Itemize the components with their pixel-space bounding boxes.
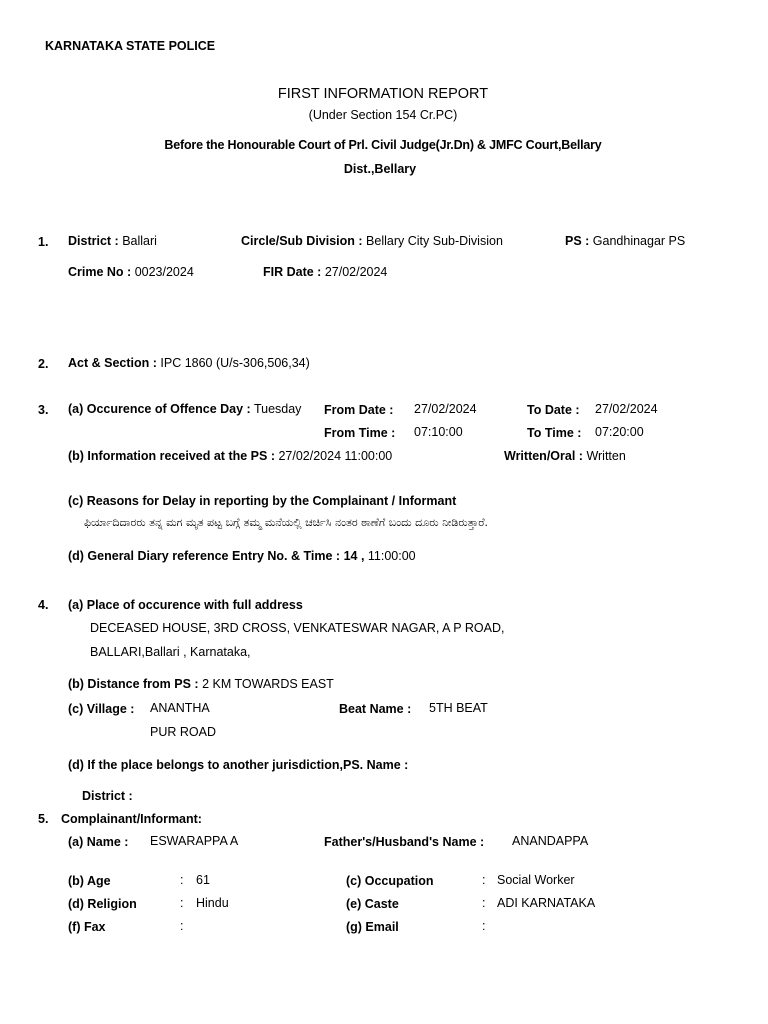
jurisdiction-label: (d) If the place belongs to another jurisdiction,PS. Name : <box>68 758 409 772</box>
crime-no-label: Crime No : <box>68 265 132 279</box>
section-5-number: 5. <box>38 812 49 826</box>
village-line-1: ANANTHA <box>150 701 210 715</box>
from-date-label: From Date : <box>324 403 394 417</box>
complainant-name-value: ESWARAPPA A <box>150 834 239 848</box>
address-line-1: DECEASED HOUSE, 3RD CROSS, VENKATESWAR NAGAR, A P ROAD, <box>90 621 505 635</box>
general-diary-label: (d) General Diary reference Entry No. & Time : <box>68 549 341 563</box>
village-line-2: PUR ROAD <box>150 725 216 739</box>
org-name: KARNATAKA STATE POLICE <box>45 39 216 53</box>
ps-label: PS : <box>565 234 590 248</box>
written-oral-value: Written <box>586 449 626 463</box>
court-line-1: Before the Honourable Court of Prl. Civil Judge(Jr.Dn) & JMFC Court,Bellary <box>164 138 602 152</box>
to-time-value: 07:20:00 <box>595 425 644 439</box>
to-date-value: 27/02/2024 <box>595 402 658 416</box>
distance-label: (b) Distance from PS : <box>68 677 199 691</box>
address-line-2: BALLARI,Ballari , Karnataka, <box>90 645 251 659</box>
jurisdiction-district-label: District : <box>82 789 133 803</box>
act-section-row <box>68 355 310 371</box>
complainant-title: Complainant/Informant: <box>61 812 202 826</box>
delay-reason-label: (c) Reasons for Delay in reporting by the Complainant / Informant <box>68 494 457 508</box>
caste-colon: : <box>482 896 486 910</box>
caste-value: ADI KARNATAKA <box>497 896 596 910</box>
section-3-number: 3. <box>38 403 49 417</box>
village-label: (c) Village : <box>68 702 135 716</box>
to-date-label: To Date : <box>527 403 580 417</box>
complainant-name-label: (a) Name : <box>68 835 129 849</box>
offence-day-label: (a) Occurence of Offence Day : <box>68 402 251 416</box>
place-label: (a) Place of occurence with full address <box>68 598 303 612</box>
court-line-2: Dist.,Bellary <box>343 162 417 176</box>
circle-value: Bellary City Sub-Division <box>366 234 503 248</box>
email-label: (g) Email <box>346 920 399 934</box>
from-time-label: From Time : <box>324 426 396 440</box>
act-section-value: IPC 1860 (U/s-306,506,34) <box>160 356 310 370</box>
general-diary-row <box>68 548 416 564</box>
section-2-number: 2. <box>38 357 49 371</box>
district-value: Ballari <box>122 234 157 248</box>
email-colon: : <box>482 919 486 933</box>
father-name-value: ANANDAPPA <box>512 834 589 848</box>
fax-colon: : <box>180 919 184 933</box>
crime-no-value: 0023/2024 <box>134 265 194 279</box>
written-oral-row <box>504 448 626 464</box>
circle-label: Circle/Sub Division : <box>241 234 363 248</box>
document-subtitle: (Under Section 154 Cr.PC) <box>308 108 458 122</box>
beat-name-value: 5TH BEAT <box>429 701 488 715</box>
occupation-colon: : <box>482 873 486 887</box>
from-date-value: 27/02/2024 <box>414 402 477 416</box>
age-value: 61 <box>196 873 210 887</box>
general-diary-entry-no: 14 , <box>343 549 365 563</box>
info-received-value: 27/02/2024 11:00:00 <box>278 449 393 463</box>
ps-row <box>565 233 685 249</box>
info-received-label: (b) Information received at the PS : <box>68 449 275 463</box>
occupation-label: (c) Occupation <box>346 874 434 888</box>
ps-value: Gandhinagar PS <box>592 234 686 248</box>
offence-day-row <box>68 401 301 417</box>
father-name-label: Father's/Husband's Name : <box>324 835 485 849</box>
to-time-label: To Time : <box>527 426 582 440</box>
info-received-row <box>68 448 392 464</box>
religion-label: (d) Religion <box>68 897 137 911</box>
age-label: (b) Age <box>68 874 111 888</box>
fir-date-value: 27/02/2024 <box>324 265 388 279</box>
from-time-value: 07:10:00 <box>414 425 463 439</box>
section-4-number: 4. <box>38 598 49 612</box>
written-oral-label: Written/Oral : <box>504 449 583 463</box>
distance-row <box>68 676 334 692</box>
act-section-label: Act & Section : <box>68 356 157 370</box>
religion-value: Hindu <box>196 896 229 910</box>
religion-colon: : <box>180 896 184 910</box>
document-title: FIRST INFORMATION REPORT <box>277 86 489 102</box>
district-row <box>68 233 157 249</box>
fax-label: (f) Fax <box>68 920 106 934</box>
fir-date-label: FIR Date : <box>263 265 322 279</box>
occupation-value: Social Worker <box>497 873 575 887</box>
distance-value: 2 KM TOWARDS EAST <box>202 677 334 691</box>
age-colon: : <box>180 873 184 887</box>
offence-day-value: Tuesday <box>253 402 302 416</box>
general-diary-time: 11:00:00 <box>367 549 416 563</box>
district-label: District : <box>68 234 119 248</box>
beat-name-label: Beat Name : <box>339 702 412 716</box>
delay-reason-text: ಫಿರ್ಯಾದಿದಾರರು ತನ್ನ ಮಗ ಮೃತ ಪಟ್ಟ ಬಗ್ಗೆ ತಮ್ಮ ಮನೆಯಲ್ಲಿ ಚರ್ಚಿಸಿ ನಂತರ ಠಾಣೆಗೆ ಬಂದು ದೂರು ನೀಡಿರುತ್ತಾರೆ. <box>84 516 489 529</box>
section-1-number: 1. <box>38 235 49 249</box>
circle-row <box>241 233 503 249</box>
fir-date-row <box>263 264 387 280</box>
caste-label: (e) Caste <box>346 897 399 911</box>
crime-no-row <box>68 264 194 280</box>
